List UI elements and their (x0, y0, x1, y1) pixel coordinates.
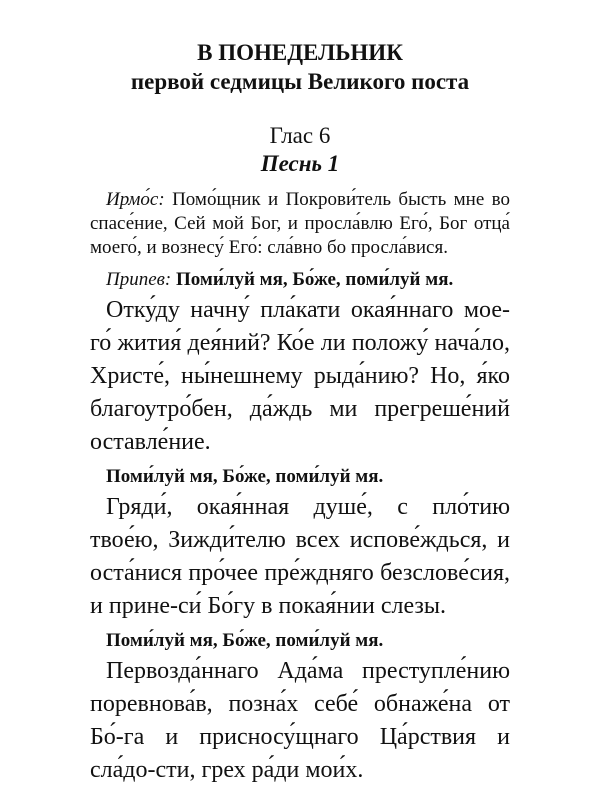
irmos-label: Ирмо́с: (106, 189, 165, 210)
troparion-3: Первозда́ннаго Ада́ма преступле́нию поревнова́в, позна́х себе́ обнаже́на от Бо́-га и присносу́щнаго Ца́рствия и сла́до-сти, грех ра́ди мои́х. (90, 658, 510, 783)
pesn-heading: Песнь 1 (260, 151, 340, 176)
pripev-label: Припев: (106, 269, 172, 290)
glas-heading: Глас 6 (269, 123, 331, 148)
page-subtitle: первой седмицы Великого поста (130, 69, 470, 94)
pripev-paragraph (90, 268, 510, 292)
irmos-text: Помо́щник и Покрови́тель бысть мне во спасе́ние, Сей мой Бог, и просла́влю Его́, Бог отца́ моего́, и вознесу́ Его́: сла́вно бо просла́вися. (90, 189, 510, 258)
page-title: В ПОНЕДЕЛЬНИК (197, 40, 403, 65)
refrain-2: Поми́луй мя, Бо́же, поми́луй мя. (106, 630, 384, 651)
troparion-1: Отку́ду начну́ пла́кати окая́ннаго мое-го́ жития́ дея́ний? Ко́е ли положу́ нача́ло, Христе́, ны́нешнему рыда́нию? Но, я́ко благоутро́бен, да́ждь ми прегреше́ний оставле́ние. (90, 297, 510, 455)
pripev-text: Поми́луй мя, Бо́же, поми́луй мя. (175, 269, 454, 290)
refrain-1: Поми́луй мя, Бо́же, поми́луй мя. (106, 466, 384, 487)
irmos-paragraph (90, 188, 510, 260)
troparion-2: Гряди́, окая́нная душе́, с пло́тию твое́ю, Зижди́телю всех испове́ждься, и оста́нися про́чее пре́ждняго безслове́сия, и прине-си́ Бо́гу в покая́нии слезы. (90, 494, 510, 619)
